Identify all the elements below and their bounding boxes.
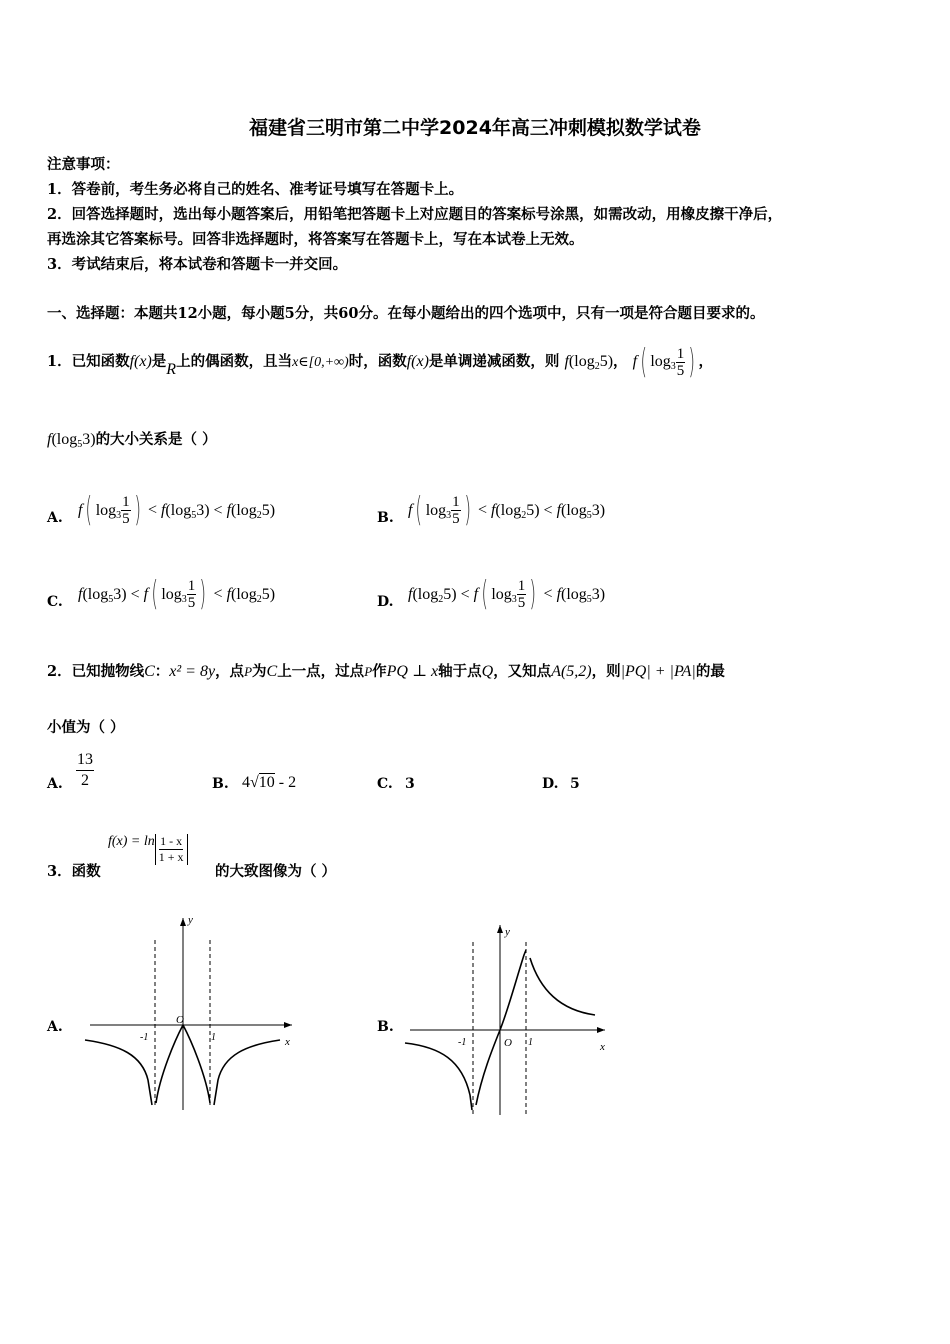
q1-option-c-expr: $f(\log_53) < f$( $\log_3$ $\frac{1}{5}$ ) < $f(\log_25)$ xyxy=(78,574,276,614)
question-3-function: f(x) = ln $\frac{1 - x}{1 + x}$ xyxy=(108,834,188,865)
q2-option-b-label: B. xyxy=(212,776,229,792)
y-label: y xyxy=(505,926,510,938)
neg1-label: -1 xyxy=(458,1037,467,1048)
y-label: y xyxy=(188,915,193,926)
x-label: x xyxy=(600,1041,605,1053)
q3-graph-b xyxy=(400,920,615,1120)
page-title: 福建省三明市第二中学2024年高三冲刺模拟数学试卷 xyxy=(249,117,701,139)
question-3-tail: 的大致图像为（ ） xyxy=(215,863,337,880)
q1-option-a-expr: f( $\log_3$ $\frac{1}{5}$ ) < $f(\log_53) < f(\log_25)$ xyxy=(78,490,276,530)
notice-heading: 注意事项： xyxy=(47,156,120,173)
q1-option-b-label: B. xyxy=(377,510,394,526)
notice-item: 再选涂其它答案标号。回答非选择题时，将答案写在答题卡上，写在本试卷上无效。 xyxy=(47,231,584,248)
q2-option-a-value: $\frac{13}{2}$ xyxy=(77,751,93,789)
question-2-line-1: 2．已知抛物线C：x² = 8y，点P为C上一点，过点P作PQ ⊥ x轴于点Q，又知点A(5,2)，则|PQ| + |PA|的最 xyxy=(47,663,725,680)
question-1-line-1: 1．已知函数f(x)是R上的偶函数，且当x∈[0,+∞)时，函数f(x)是单调递减函数，则 $f(\log_25)$， f( $\log_3$ $\frac{1}{5}$ ) ， xyxy=(47,342,714,382)
pos1-label: 1 xyxy=(211,1032,216,1043)
origin-label: O xyxy=(176,1014,184,1026)
q2-option-d-value: 5 xyxy=(570,776,580,792)
x-label: x xyxy=(285,1036,290,1048)
q1-option-d-expr: $f(\log_25) < f$( $\log_3$ $\frac{1}{5}$ ) < $f(\log_53)$ xyxy=(408,574,606,614)
q1-option-d-label: D. xyxy=(377,594,394,610)
q1-option-c-label: C. xyxy=(47,594,63,610)
q2-option-c-value: 3 xyxy=(405,776,415,792)
q2-option-b-value: 4√10 - 2 xyxy=(242,774,297,791)
q2-option-c-label: C. xyxy=(377,776,393,792)
question-2-line-2: 小值为（ ） xyxy=(47,719,125,736)
q2-option-d-label: D. xyxy=(542,776,559,792)
section-heading: 一、选择题：本题共12小题，每小题5分，共60分。在每小题给出的四个选项中，只有一项是符合题目要求的。 xyxy=(47,305,765,322)
question-1-line-2: $f(\log_53)$的大小关系是（ ） xyxy=(47,431,217,450)
q1-option-b-expr: f( $\log_3$ $\frac{1}{5}$ ) < $f(\log_25) < f(\log_53)$ xyxy=(408,490,606,530)
q3-option-a-label: A. xyxy=(47,1019,63,1035)
q1-option-a-label: A. xyxy=(47,510,63,526)
q3-graph-a xyxy=(80,915,300,1115)
q2-option-a-label: A. xyxy=(47,776,63,792)
pos1-label: 1 xyxy=(528,1037,533,1048)
origin-label: O xyxy=(504,1037,512,1049)
notice-item: 1．答卷前，考生务必将自己的姓名、准考证号填写在答题卡上。 xyxy=(47,181,464,198)
question-3-line-1: 3．函数 xyxy=(47,863,101,880)
notice-item: 3．考试结束后，将本试卷和答题卡一并交回。 xyxy=(47,256,348,273)
notice-item: 2．回答选择题时，选出每小题答案后，用铅笔把答题卡上对应题目的答案标号涂黑，如需改动，用橡皮擦干净后， xyxy=(47,206,783,223)
q3-option-b-label: B. xyxy=(377,1019,394,1035)
neg1-label: -1 xyxy=(140,1032,149,1043)
